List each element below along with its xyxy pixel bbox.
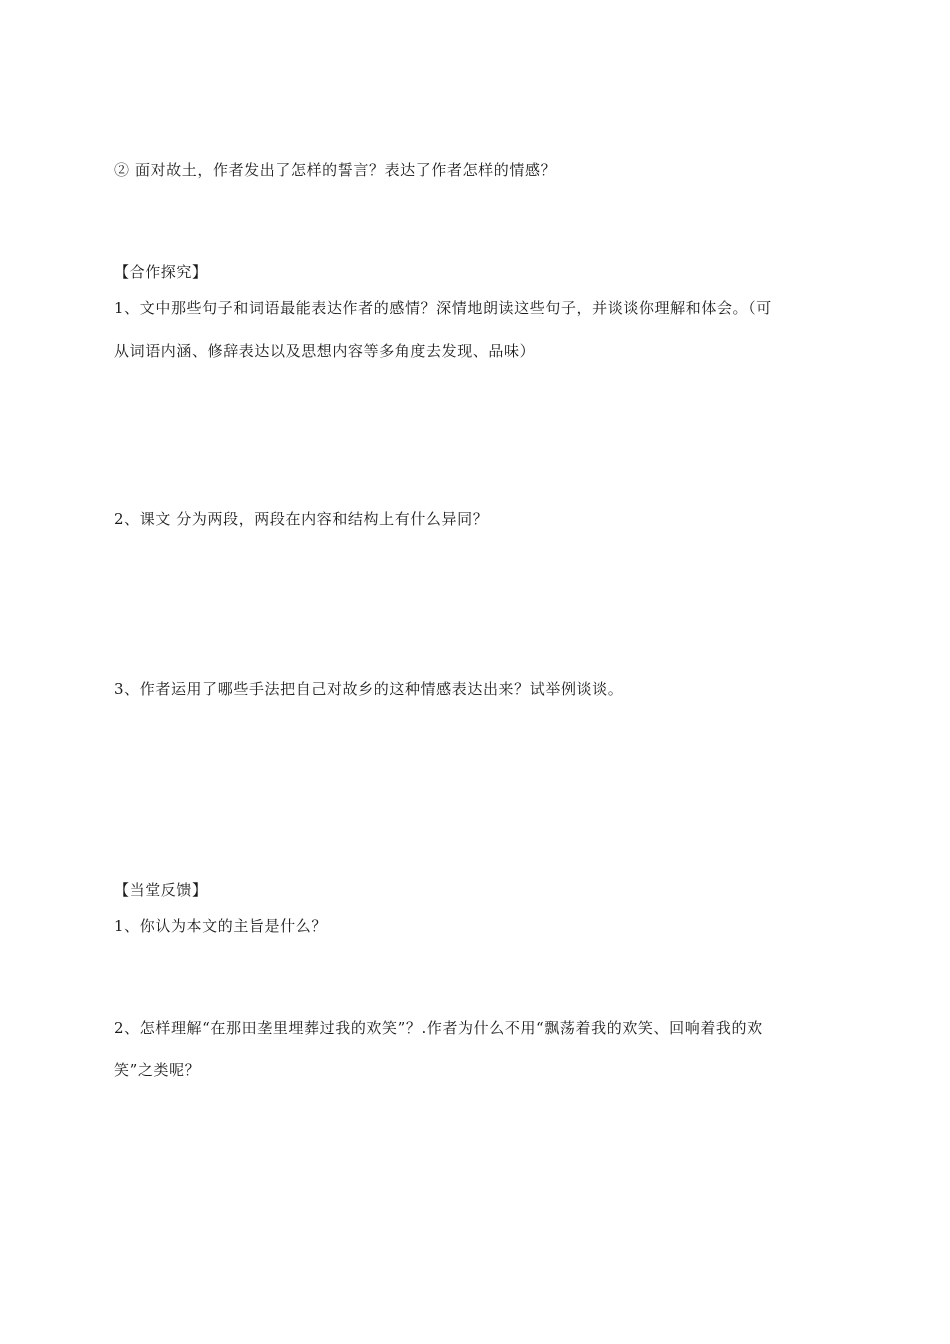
cooperate-question-2: 2、课文 分为两段，两段在内容和结构上有什么异同？ bbox=[114, 510, 489, 528]
cooperate-question-3: 3、作者运用了哪些手法把自己对故乡的这种情感表达出来？试举例谈谈。 bbox=[114, 680, 624, 698]
feedback-question-2-line-1: 2、怎样理解“在那田垄里埋葬过我的欢笑”？.作者为什么不用“飘荡着我的欢笑、回响着我的欢 bbox=[114, 1019, 763, 1037]
section-heading-cooperate: 【合作探究】 bbox=[114, 263, 208, 281]
question-part-2: ② 面对故土，作者发出了怎样的誓言？表达了作者怎样的情感？ bbox=[114, 161, 557, 179]
cooperate-question-1-line-1: 1、文中那些句子和词语最能表达作者的感情？深情地朗读这些句子，并谈谈你理解和体会。（可 bbox=[114, 299, 772, 317]
feedback-question-2-line-2: 笑”之类呢？ bbox=[114, 1061, 201, 1079]
cooperate-question-1-line-2: 从词语内涵、修辞表达以及思想内容等多角度去发现、品味） bbox=[114, 342, 536, 360]
section-heading-feedback: 【当堂反馈】 bbox=[114, 881, 208, 899]
feedback-question-1: 1、你认为本文的主旨是什么？ bbox=[114, 917, 327, 935]
